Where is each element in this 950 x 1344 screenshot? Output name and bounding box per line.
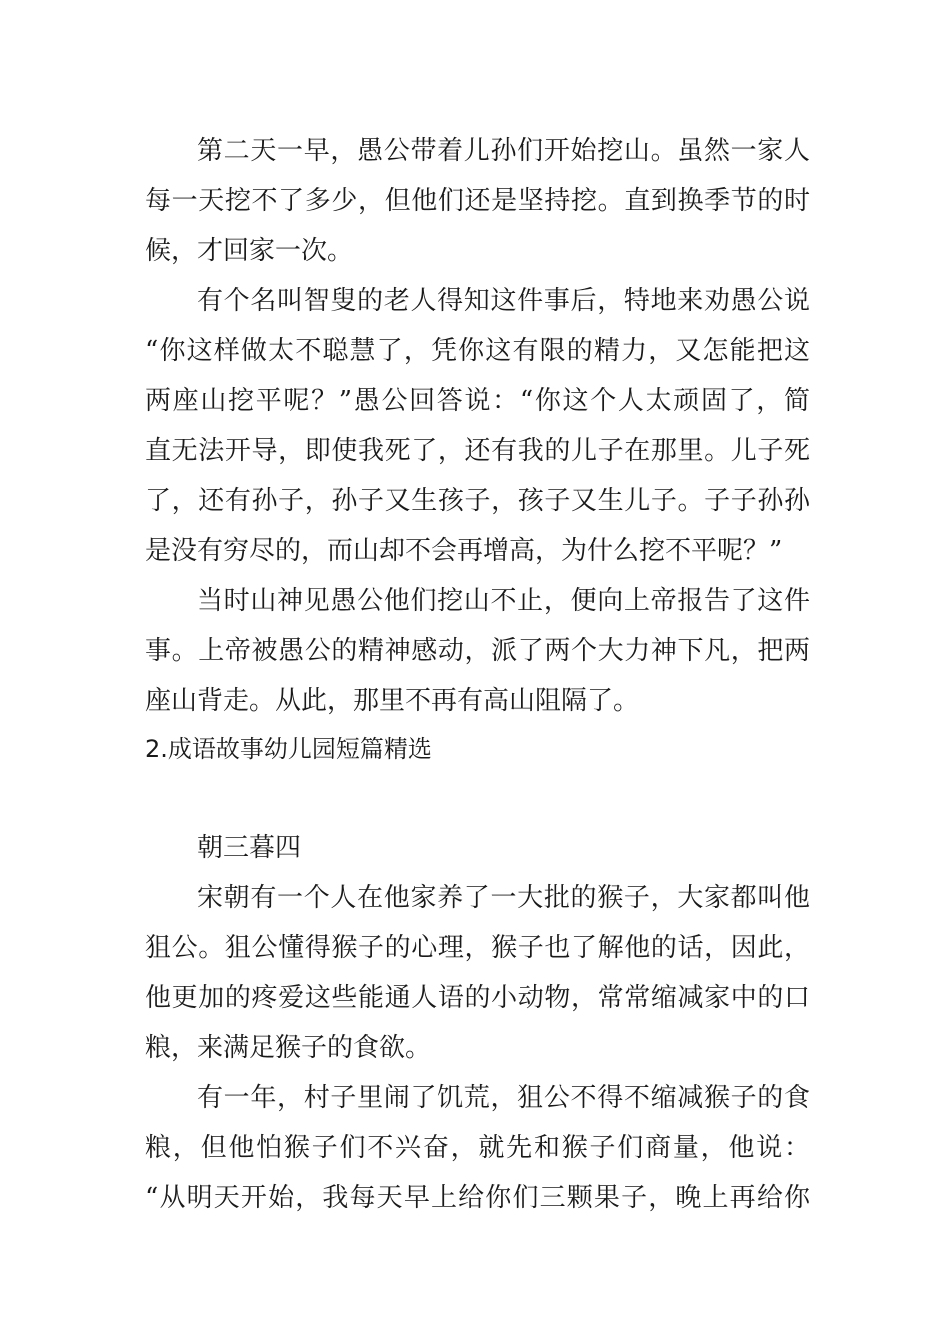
paragraph-line: 座山背走。从此，那里不再有高山阻隔了。 bbox=[145, 686, 640, 716]
paragraph-line: “从明天开始，我每天早上给你们三颗果子，晚上再给你 bbox=[145, 1183, 810, 1213]
paragraph-line: 候，才回家一次。 bbox=[145, 236, 354, 266]
paragraph-line: 是没有穷尽的，而山却不会再增高，为什么挖不平呢？” bbox=[145, 536, 783, 566]
paragraph-line: 粮，来满足猴子的食欲。 bbox=[145, 1033, 432, 1063]
paragraph-line: 他更加的疼爱这些能通人语的小动物，常常缩减家中的口 bbox=[145, 983, 810, 1013]
paragraph-line: 有个名叫智叟的老人得知这件事后，特地来劝愚公说 bbox=[197, 286, 810, 316]
paragraph-line: 有一年，村子里闹了饥荒，狙公不得不缩减猴子的食 bbox=[197, 1083, 810, 1113]
story-title: 朝三暮四 bbox=[197, 833, 302, 863]
paragraph-line: 第二天一早，愚公带着儿孙们开始挖山。虽然一家人 bbox=[197, 136, 810, 166]
paragraph-line: 每一天挖不了多少，但他们还是坚持挖。直到换季节的时 bbox=[145, 186, 810, 216]
paragraph-line: 两座山挖平呢？”愚公回答说：“你这个人太顽固了，简 bbox=[145, 386, 810, 416]
paragraph-line: “你这样做太不聪慧了，凭你这有限的精力，又怎能把这 bbox=[145, 336, 810, 366]
paragraph-line: 狙公。狙公懂得猴子的心理，猴子也了解他的话，因此， bbox=[145, 933, 810, 963]
paragraph-line: 事。上帝被愚公的精神感动，派了两个大力神下凡，把两 bbox=[145, 636, 810, 666]
section-heading: 2.成语故事幼儿园短篇精选 bbox=[145, 735, 432, 763]
paragraph-line: 宋朝有一个人在他家养了一大批的猴子，大家都叫他 bbox=[197, 883, 810, 913]
paragraph-line: 了，还有孙子，孙子又生孩子，孩子又生儿子。子子孙孙 bbox=[145, 486, 810, 516]
paragraph-line: 当时山神见愚公他们挖山不止，便向上帝报告了这件 bbox=[197, 586, 810, 616]
paragraph-line: 直无法开导，即使我死了，还有我的儿子在那里。儿子死 bbox=[145, 436, 810, 466]
paragraph-line: 粮，但他怕猴子们不兴奋，就先和猴子们商量，他说： bbox=[145, 1133, 810, 1163]
